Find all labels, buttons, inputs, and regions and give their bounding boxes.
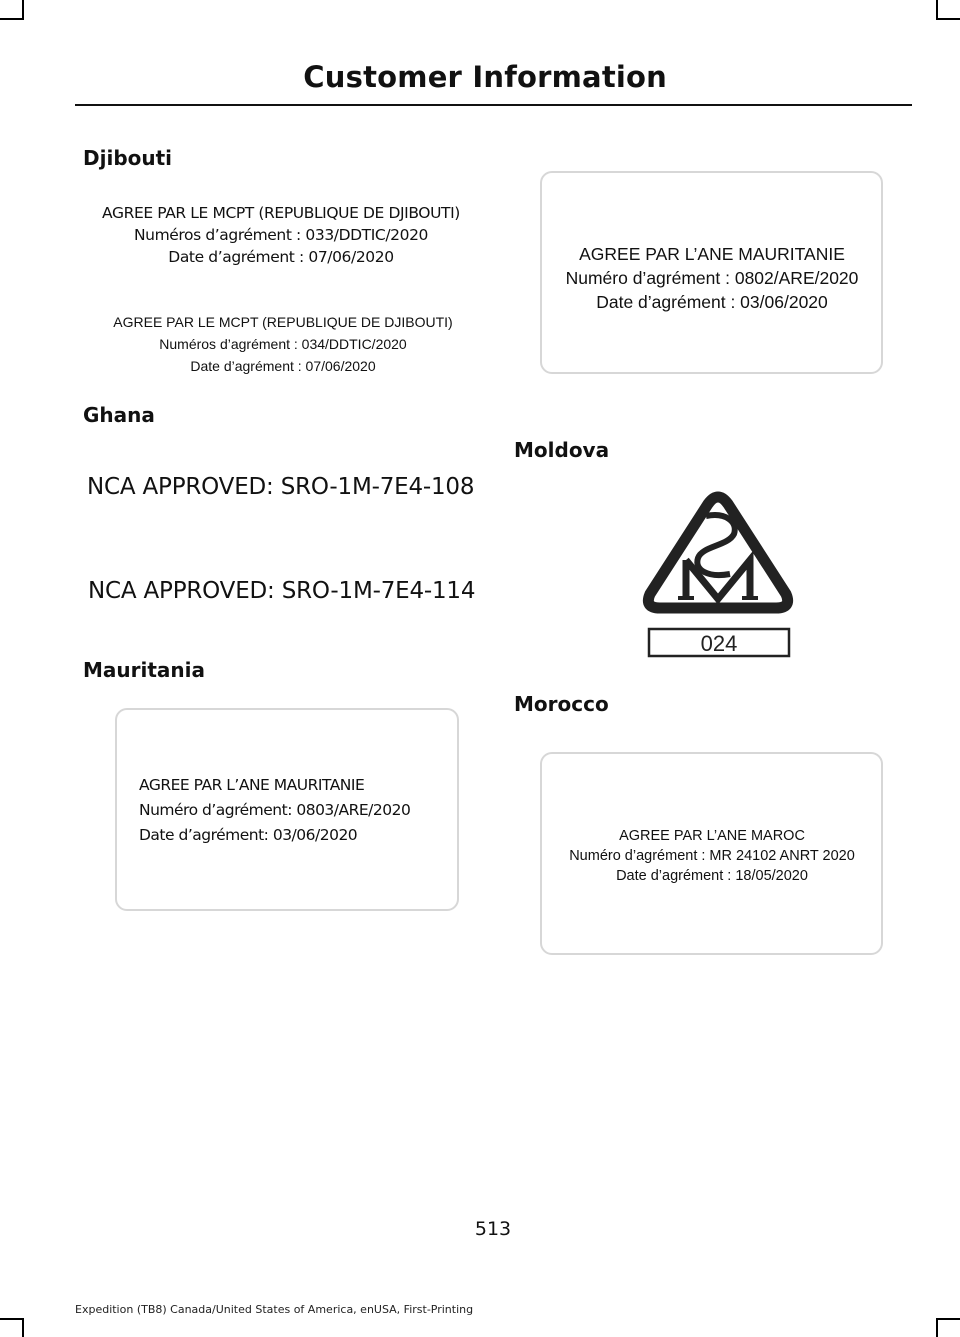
mauritania-label-1-line2: Numéro d’agrément: 0803/ARE/2020 xyxy=(139,801,411,819)
section-heading-moldova: Moldova xyxy=(514,438,610,462)
sm-triangle-icon xyxy=(648,497,787,608)
header-rule xyxy=(75,104,912,106)
ghana-label-2: NCA APPROVED: SRO-1M-7E4-114 xyxy=(88,578,476,604)
mauritania-label-1-text xyxy=(139,773,410,848)
djibouti-label-2 xyxy=(83,311,483,377)
djibouti-label-2-line3: Date d’agrément : 07/06/2020 xyxy=(190,358,376,374)
morocco-label-line3: Date d’agrément : 18/05/2020 xyxy=(616,868,808,884)
sm-certification-mark xyxy=(628,476,808,668)
djibouti-label-1 xyxy=(81,202,481,268)
mauritania-label-2-line2: Numéro d’agrément : 0802/ARE/2020 xyxy=(565,268,859,288)
mauritania-label-1-line1: AGREE PAR L’ANE MAURITANIE xyxy=(139,776,365,794)
mauritania-label-box-1 xyxy=(115,708,459,911)
publication-footer: Expedition (TB8) Canada/United States of America, enUSA, First-Printing xyxy=(75,1303,474,1316)
page-title: Customer Information xyxy=(303,60,667,94)
section-heading-ghana: Ghana xyxy=(83,403,155,427)
crop-mark-top-left xyxy=(0,18,22,20)
crop-mark-bottom-right xyxy=(938,1318,960,1320)
mauritania-label-2-text xyxy=(542,242,882,314)
morocco-label-box xyxy=(540,752,883,955)
mauritania-label-2-line1: AGREE PAR L’ANE MAURITANIE xyxy=(579,244,845,264)
crop-mark-bottom-left xyxy=(22,1318,24,1337)
crop-mark-bottom-left xyxy=(0,1318,22,1320)
mauritania-label-box-2 xyxy=(540,171,883,374)
crop-mark-top-right xyxy=(938,18,960,20)
djibouti-label-1-line1: AGREE PAR LE MCPT (REPUBLIQUE DE DJIBOUTI) xyxy=(102,204,460,222)
djibouti-label-2-line1: AGREE PAR LE MCPT (REPUBLIQUE DE DJIBOUTI) xyxy=(113,314,453,330)
sm-code-text: 024 xyxy=(700,631,738,656)
page-number: 513 xyxy=(474,1218,512,1240)
djibouti-label-1-line2: Numéros d’agrément : 033/DDTIC/2020 xyxy=(133,226,429,244)
ghana-label-1: NCA APPROVED: SRO-1M-7E4-108 xyxy=(87,474,475,500)
crop-mark-bottom-right xyxy=(936,1318,938,1337)
crop-mark-top-right xyxy=(936,0,938,20)
section-heading-djibouti: Djibouti xyxy=(83,146,173,170)
mauritania-label-1-line3: Date d’agrément: 03/06/2020 xyxy=(139,826,358,844)
mauritania-label-2-line3: Date d’agrément : 03/06/2020 xyxy=(596,292,828,312)
morocco-label-text xyxy=(542,826,882,886)
crop-mark-top-left xyxy=(22,0,24,20)
djibouti-label-2-line2: Numéros d’agrément : 034/DDTIC/2020 xyxy=(159,336,407,352)
section-heading-morocco: Morocco xyxy=(514,692,609,716)
section-heading-mauritania: Mauritania xyxy=(83,658,206,682)
morocco-label-line1: AGREE PAR L’ANE MAROC xyxy=(619,828,805,844)
djibouti-label-1-line3: Date d’agrément : 07/06/2020 xyxy=(168,248,394,266)
morocco-label-line2: Numéro d’agrément : MR 24102 ANRT 2020 xyxy=(569,848,855,864)
